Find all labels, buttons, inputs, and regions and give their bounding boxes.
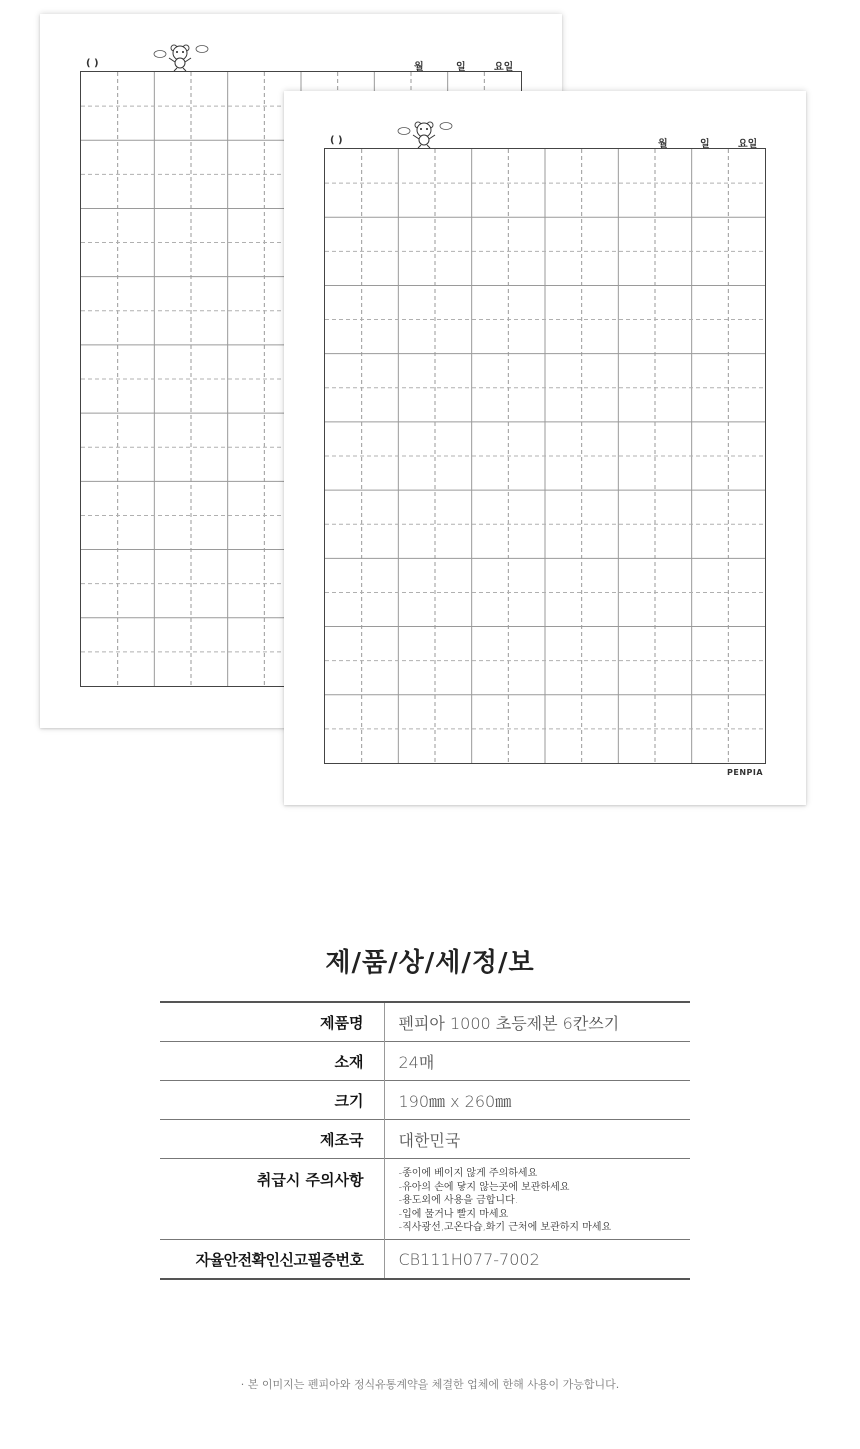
spec-label: 제조국: [160, 1120, 384, 1159]
caution-note: -유아의 손에 닿지 않는곳에 보관하세요: [398, 1181, 570, 1193]
caution-note: -입에 물거나 빨지 마세요: [398, 1208, 509, 1220]
notebook-page-front: [284, 91, 806, 805]
day-label: 일: [700, 139, 710, 150]
table-row: [160, 1120, 690, 1159]
spec-value: 24매: [384, 1042, 690, 1081]
day-label: 일: [456, 62, 466, 73]
spec-value: CB111H077-7002: [384, 1240, 690, 1280]
spec-value: 펜피아 1000 초등제본 6칸쓰기: [398, 1013, 620, 1033]
table-row: [160, 1002, 690, 1042]
caution-note: -용도외에 사용을 금합니다.: [398, 1195, 518, 1207]
spec-value: 190㎜ x 260㎜: [384, 1081, 690, 1120]
table-row: [160, 1240, 690, 1280]
weekday-label: 요일: [494, 62, 514, 73]
spec-label: 자율안전확인신고필증번호: [160, 1240, 384, 1280]
caution-note: -직사광선,고온다습,화기 근처에 보관하지 마세요: [398, 1222, 612, 1234]
spec-value: 대한민국: [384, 1120, 690, 1159]
table-row: [160, 1081, 690, 1120]
spec-label: 제품명: [160, 1002, 384, 1042]
caution-notes: [384, 1159, 690, 1240]
table-row: [160, 1042, 690, 1081]
brand-logo: PENPIA: [727, 768, 764, 777]
spec-label: 소재: [160, 1042, 384, 1081]
spec-label: 취급시 주의사항: [160, 1159, 384, 1240]
month-label: 월: [414, 62, 424, 73]
weekday-label: 요일: [738, 139, 758, 150]
writing-grid: [324, 148, 766, 764]
usage-notice: · 본 이미지는 펜피아와 정식유통계약을 체결한 업체에 한해 사용이 가능합니다.: [240, 1378, 620, 1391]
caution-note: -종이에 베이지 않게 주의하세요: [398, 1168, 538, 1180]
product-spec-table: [160, 1001, 690, 1280]
name-parentheses: ( ): [86, 58, 99, 69]
month-label: 월: [658, 139, 668, 150]
spec-title: 제/품/상/세/정/보: [325, 948, 535, 978]
name-parentheses: ( ): [330, 135, 343, 146]
spec-label: 크기: [160, 1081, 384, 1120]
table-row: [160, 1159, 690, 1240]
